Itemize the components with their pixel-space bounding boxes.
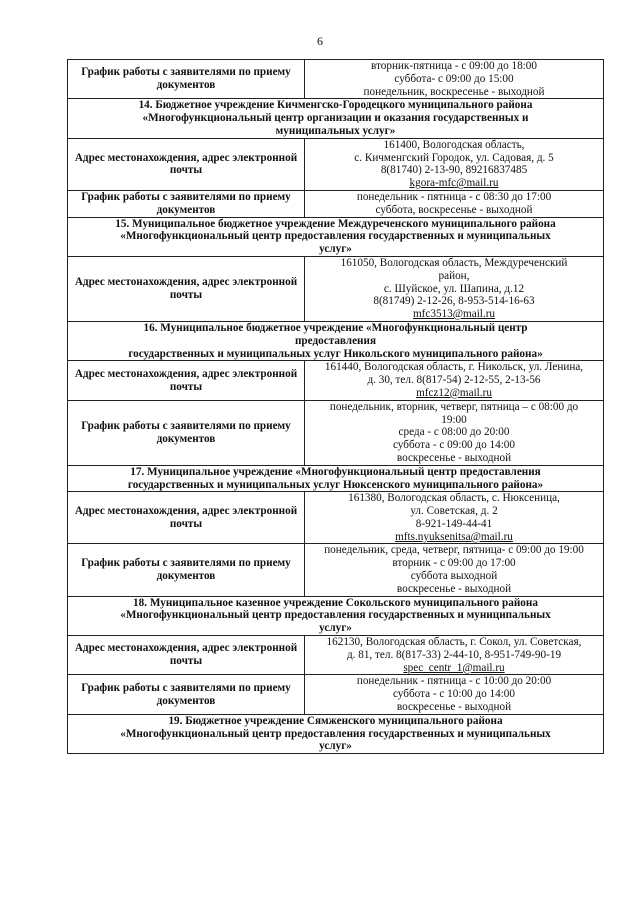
row-value	[305, 492, 604, 544]
section-heading-row	[68, 596, 604, 635]
value-line: район,	[438, 269, 470, 282]
row-label: Адрес местонахождения, адрес электронной почты	[68, 138, 305, 190]
section-title-line: государственных и муниципальных услуг Никольского муниципального района»	[128, 347, 543, 360]
page-number: 6	[317, 34, 323, 48]
email-link[interactable]: mfcz12@mail.ru	[416, 386, 492, 399]
row-label: График работы с заявителями по приему документов	[68, 400, 305, 465]
section-title	[68, 714, 604, 753]
row-value	[305, 60, 604, 99]
value-line: ул. Советская, д. 2	[410, 505, 498, 518]
section-heading-row	[68, 99, 604, 138]
row-label: Адрес местонахождения, адрес электронной почты	[68, 256, 305, 321]
value-line: 8-921-149-44-41	[415, 517, 493, 530]
value-line: суббота - с 10:00 до 14:00	[392, 688, 515, 701]
value-line: с. Кичменгский Городок, ул. Садовая, д. 5	[354, 151, 554, 164]
section-title-line: «Многофункциональный центр предоставления государственных и муниципальных	[120, 230, 551, 243]
row-value	[305, 675, 604, 714]
table-row	[68, 138, 604, 190]
table-row	[68, 636, 604, 675]
section-title-line: услуг»	[319, 243, 352, 256]
section-title	[68, 596, 604, 635]
table-row	[68, 190, 604, 217]
row-label: График работы с заявителями по приему документов	[68, 544, 305, 596]
table-row	[68, 256, 604, 321]
value-line: 162130, Вологодская область, г. Сокол, ул. Советская,	[326, 636, 582, 649]
email-link[interactable]: mfts.nyuksenitsa@mail.ru	[395, 530, 513, 543]
row-label: Адрес местонахождения, адрес электронной почты	[68, 361, 305, 400]
section-title-line: «Многофункциональный центр предоставления государственных и муниципальных	[120, 727, 551, 740]
section-title	[68, 321, 604, 360]
value-line: д. 30, тел. 8(817-54) 2-12-55, 2-13-56	[367, 374, 541, 387]
row-label: График работы с заявителями по приему документов	[68, 675, 305, 714]
row-label: Адрес местонахождения, адрес электронной почты	[68, 492, 305, 544]
section-title-line: 15. Муниципальное бюджетное учреждение Междуреченского муниципального района	[115, 217, 556, 230]
value-line: 8(81749) 2-12-26, 8-953-514-16-63	[373, 295, 535, 308]
row-value	[305, 190, 604, 217]
section-title-line: 19. Бюджетное учреждение Сямженского муниципального района	[168, 714, 503, 727]
value-line: вторник-пятница - с 09:00 до 18:00	[371, 60, 537, 72]
value-line: суббота выходной	[410, 570, 498, 583]
value-line: суббота- с 09:00 до 15:00	[394, 72, 514, 85]
value-line: д. 81, тел. 8(817-33) 2-44-10, 8-951-749-90-19	[346, 648, 562, 661]
table-row	[68, 492, 604, 544]
section-title-line: 17. Муниципальное учреждение «Многофункциональный центр предоставления	[130, 465, 541, 478]
value-line: 161050, Вологодская область, Междуреченский	[340, 256, 568, 269]
section-title-line: 14. Бюджетное учреждение Кичменгско-Городецкого муниципального района	[138, 99, 533, 112]
value-line: 8(81740) 2-13-90, 89216837485	[380, 164, 528, 177]
section-title	[68, 99, 604, 138]
table-row	[68, 361, 604, 400]
row-label: Адрес местонахождения, адрес электронной почты	[68, 636, 305, 675]
section-title-line: муниципальных услуг»	[275, 124, 396, 137]
value-line: понедельник - пятница - с 10:00 до 20:00	[356, 675, 552, 688]
table-row	[68, 400, 604, 465]
value-line: понедельник, среда, четверг, пятница- с 09:00 до 19:00	[324, 544, 584, 557]
row-value	[305, 636, 604, 675]
section-heading-row	[68, 465, 604, 492]
section-heading-row	[68, 714, 604, 753]
value-line: воскресенье - выходной	[396, 701, 512, 714]
row-value	[305, 544, 604, 596]
row-value	[305, 256, 604, 321]
section-title-line: государственных и муниципальных услуг Нюксенского муниципального района»	[127, 478, 544, 491]
value-line: 161440, Вологодская область, г. Никольск, ул. Ленина,	[324, 361, 584, 374]
section-title-line: «Многофункциональный центр организации и оказания государственных и	[142, 112, 529, 125]
email-link[interactable]: mfc3513@mail.ru	[412, 308, 496, 321]
row-value	[305, 138, 604, 190]
value-line: суббота - с 09:00 до 14:00	[392, 439, 515, 452]
section-title-line: 16. Муниципальное бюджетное учреждение «Многофункциональный центр	[143, 321, 528, 334]
value-line: среда - с 08:00 до 20:00	[398, 426, 510, 439]
section-title-line: услуг»	[319, 740, 352, 753]
value-line: 19:00	[441, 413, 467, 426]
value-line: воскресенье - выходной	[396, 451, 512, 464]
value-line: 161400, Вологодская область,	[383, 138, 525, 151]
section-title	[68, 465, 604, 492]
value-line: вторник - с 09:00 до 17:00	[392, 557, 516, 570]
row-value	[305, 400, 604, 465]
table-row	[68, 675, 604, 714]
section-title	[68, 217, 604, 256]
table-row	[68, 60, 604, 99]
section-title-line: услуг»	[319, 622, 352, 635]
value-line: воскресенье - выходной	[396, 582, 512, 595]
value-line: понедельник - пятница - с 08:30 до 17:00	[356, 190, 552, 203]
value-line: 161380, Вологодская область, с. Нюксеница,	[348, 492, 560, 505]
section-title-line: «Многофункциональный центр предоставления государственных и муниципальных	[120, 609, 551, 622]
value-line: понедельник, вторник, четверг, пятница – с 08:00 до	[329, 400, 579, 413]
row-label: График работы с заявителями по приему документов	[68, 190, 305, 217]
row-label: График работы с заявителями по приему документов	[68, 60, 305, 99]
section-title-line: 18. Муниципальное казенное учреждение Сокольского муниципального района	[133, 596, 538, 609]
section-title-line: предоставления	[294, 334, 376, 347]
section-heading-row	[68, 217, 604, 256]
mfc-directory-table	[67, 59, 604, 754]
value-line: понедельник, воскресенье - выходной	[363, 85, 545, 98]
value-line: с. Шуйское, ул. Шапина, д.12	[383, 282, 525, 295]
email-link[interactable]: kgora-mfc@mail.ru	[409, 177, 499, 190]
row-value	[305, 361, 604, 400]
value-line: суббота, воскресенье - выходной	[375, 203, 533, 216]
table-row	[68, 544, 604, 596]
email-link[interactable]: spec_centr_1@mail.ru	[403, 661, 505, 674]
section-heading-row	[68, 321, 604, 360]
